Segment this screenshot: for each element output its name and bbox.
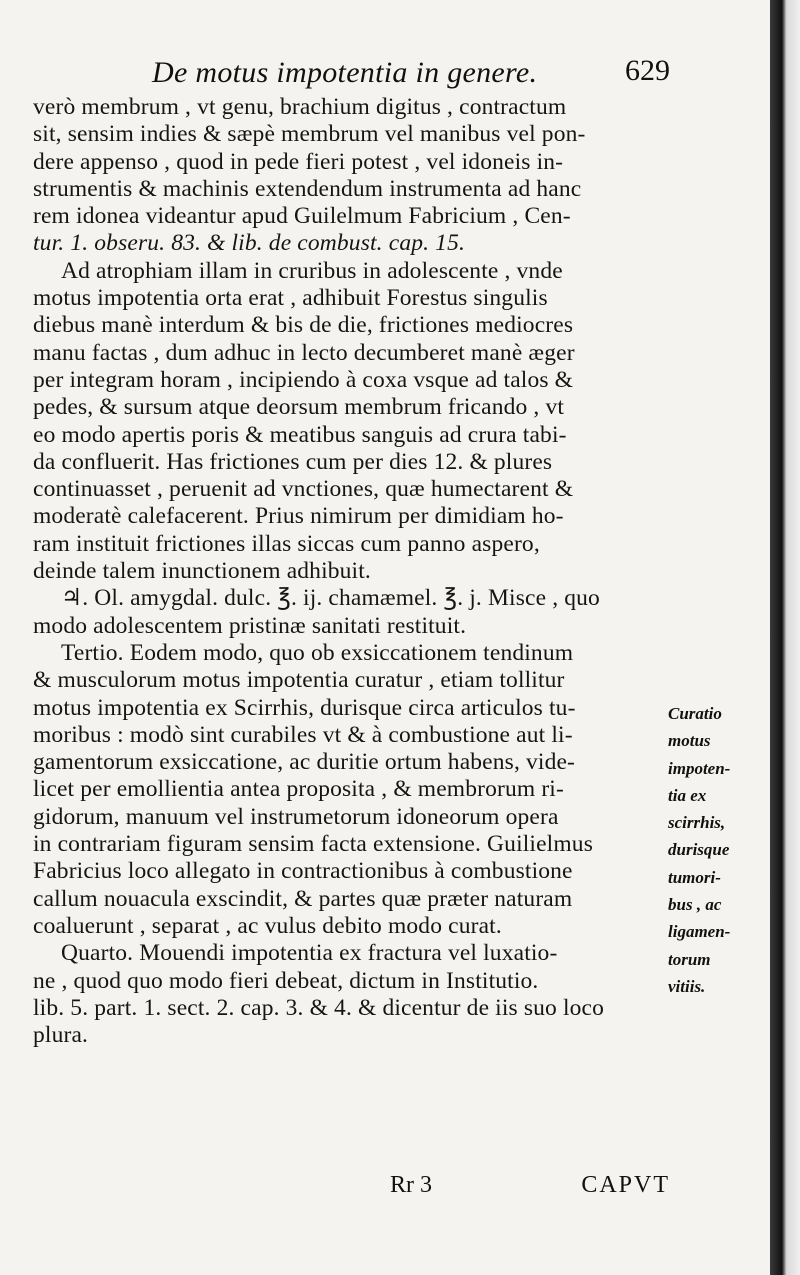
- text-line: ram instituit frictiones illas siccas cum panno aspero,: [33, 530, 540, 557]
- paragraph: [33, 585, 665, 640]
- paragraph: [33, 94, 665, 258]
- text-line: deinde talem inunctionem adhibuit.: [33, 558, 371, 585]
- text-line: & musculorum motus impotentia curatur , etiam tollitur: [33, 667, 565, 694]
- marginal-note-line: motus: [668, 731, 711, 751]
- text-line: per integram horam , incipiendo à coxa vsque ad talos &: [33, 366, 574, 393]
- text-line: eo modo apertis poris & meatibus sanguis ad crura tabi-: [33, 421, 567, 448]
- text-line: da confluerit. Has frictiones cum per dies 12. & plures: [33, 448, 553, 475]
- signature-mark: Rr 3: [390, 1172, 432, 1198]
- marginal-note-line: scirrhis,: [668, 813, 726, 833]
- page-header: [60, 52, 670, 96]
- book-gutter-edge: [770, 0, 800, 1275]
- marginal-note-line: vitiis.: [668, 976, 706, 996]
- text-line: dere appenso , quod in pede fieri potest , vel idoneis in-: [33, 148, 564, 175]
- page-number: 629: [625, 54, 670, 87]
- marginal-note-line: Curatio: [668, 704, 722, 723]
- text-line: tur. 1. obseru. 83. & lib. de combust. cap. 15.: [33, 230, 465, 257]
- paragraph: [33, 258, 665, 586]
- marginal-note-line: tumori-: [668, 867, 721, 887]
- catchword: CAPVT: [581, 1172, 670, 1198]
- text-line: ♃. Ol. amygdal. dulc. ℥. ij. chamæmel. ℥. j. Misce , quo: [61, 585, 600, 612]
- text-line: Quarto. Mouendi impotentia ex fractura vel luxatio-: [61, 940, 558, 967]
- text-line: motus impotentia ex Scirrhis, durisque circa articulos tu-: [33, 694, 576, 721]
- text-line: verò membrum , vt genu, brachium digitus , contractum: [33, 94, 567, 120]
- marginal-note-line: bus , ac: [668, 895, 722, 915]
- text-line: manu factas , dum adhuc in lecto decumberet manè æger: [33, 339, 575, 366]
- text-line: pedes, & sursum atque deorsum membrum fricando , vt: [33, 394, 565, 421]
- text-line: ne , quod quo modo fieri debeat, dictum in Institutio.: [33, 967, 539, 994]
- text-line: lib. 5. part. 1. sect. 2. cap. 3. & 4. & dicentur de iis suo loco: [33, 994, 605, 1021]
- text-line: sit, sensim indies & sæpè membrum vel manibus vel pon-: [33, 121, 586, 148]
- text-line: motus impotentia orta erat , adhibuit Forestus singulis: [33, 285, 548, 312]
- marginal-note: [668, 700, 768, 1000]
- marginal-note-line: impoten-: [668, 758, 731, 778]
- marginal-note-line: tia ex: [668, 785, 707, 805]
- text-line: continuasset , peruenit ad vnctiones, quæ humectarent &: [33, 476, 574, 503]
- body-text: [33, 94, 665, 1049]
- text-line: plura.: [33, 1022, 89, 1049]
- text-line: callum nouacula exscindit, & partes quæ præter naturam: [33, 885, 573, 912]
- text-line: Fabricius loco allegato in contractionibus à combustione: [33, 858, 573, 885]
- paragraph: [33, 940, 665, 1049]
- text-line: coaluerunt , separat , ac vulus debito modo curat.: [33, 912, 502, 939]
- marginal-note-line: torum: [668, 949, 711, 969]
- text-line: moderatè calefacerent. Prius nimirum per dimidiam ho-: [33, 503, 564, 530]
- text-line: Tertio. Eodem modo, quo ob exsiccationem tendinum: [61, 639, 574, 666]
- marginal-note-line: durisque: [668, 840, 730, 860]
- text-line: rem idonea videantur apud Guilelmum Fabricium , Cen-: [33, 203, 571, 230]
- text-line: Ad atrophiam illam in cruribus in adolescente , vnde: [61, 257, 563, 284]
- text-line: gidorum, manuum vel instrumetorum idoneorum opera: [33, 803, 559, 830]
- page-footer: [390, 1172, 670, 1208]
- marginal-note-line: ligamen-: [668, 922, 731, 942]
- text-line: diebus manè interdum & bis de die, frictiones mediocres: [33, 312, 574, 339]
- text-line: moribus : modò sint curabiles vt & à combustione aut li-: [33, 721, 573, 748]
- text-line: licet per emollientia antea proposita , & membrorum ri-: [33, 776, 564, 803]
- running-title: De motus impotentia in genere.: [152, 56, 538, 89]
- paragraph: [33, 640, 665, 940]
- text-line: in contrariam figuram sensim facta extensione. Guilielmus: [33, 831, 593, 858]
- text-line: modo adolescentem pristinæ sanitati restituit.: [33, 612, 467, 639]
- text-line: strumentis & machinis extendendum instrumenta ad hanc: [33, 175, 582, 202]
- text-line: gamentorum exsiccatione, ac duritie ortum habens, vide-: [33, 749, 576, 776]
